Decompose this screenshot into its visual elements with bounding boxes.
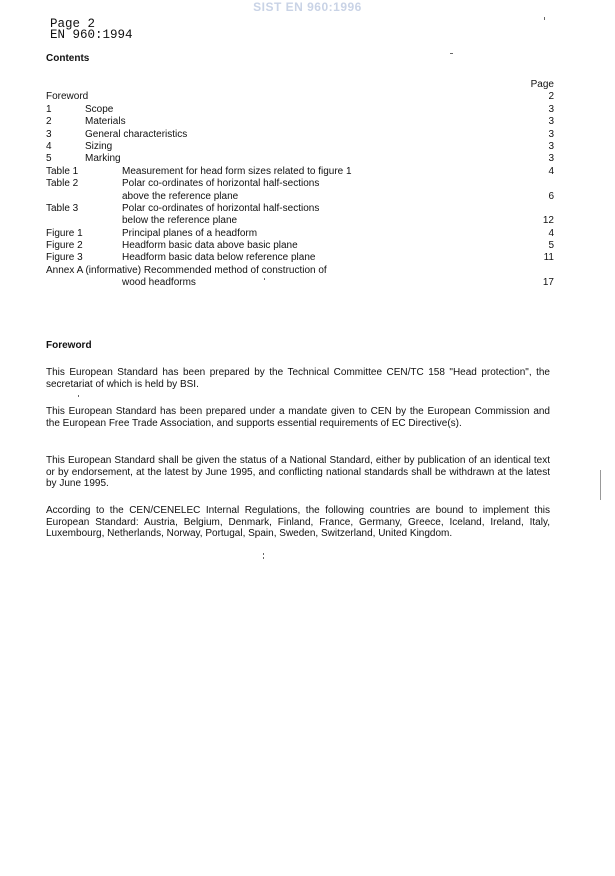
toc-label: 2 [46, 116, 52, 128]
toc-label: Figure 1 [46, 227, 83, 239]
toc-entry [46, 141, 554, 153]
toc-title: below the reference plane [122, 215, 238, 227]
scan-speck [544, 17, 545, 20]
toc-page-heading-row [46, 79, 554, 91]
toc-title: Measurement for head form sizes related to figure 1 [122, 165, 352, 177]
scan-speck [450, 53, 453, 54]
toc-page: 3 [548, 128, 554, 140]
toc-label: Table 2 [46, 178, 79, 190]
toc-title: Scope [85, 103, 114, 115]
toc-page: 3 [548, 103, 554, 115]
toc-entry [46, 215, 554, 227]
page-header [50, 19, 133, 41]
foreword-paragraph: According to the CEN/CENELEC Internal Regulations, the following countries are bound to implement this European Standard: Austria, Belgium, Denmark, Finland, France, Germany, Greece, Iceland, Ireland, Italy, Luxembourg, Netherlands, Norway, Portugal, Spain, Sweden, Switzerland, United Kingdom. [46, 505, 550, 539]
toc-label: 3 [46, 128, 52, 140]
toc-page: 17 [542, 277, 554, 289]
toc-label: Foreword [46, 91, 89, 103]
toc-page: 3 [548, 153, 554, 165]
toc-entry [46, 166, 554, 178]
toc-page: 11 [543, 252, 554, 264]
toc-title: above the reference plane [122, 190, 239, 202]
foreword-paragraph: This European Standard shall be given the status of a National Standard, either by publication of an identical text or by endorsement, at the latest by June 1995, and conflicting national standards shall be withdrawn at the latest by June 1995. [46, 455, 550, 489]
toc-entry [46, 153, 554, 165]
toc-entry [46, 191, 554, 203]
toc-entry [46, 91, 554, 103]
toc-entry [46, 203, 554, 215]
toc-label: 4 [46, 140, 52, 152]
toc-title: Polar co-ordinates of horizontal half-sections [122, 178, 320, 190]
toc-entry [46, 104, 554, 116]
toc-title: Sizing [85, 140, 113, 152]
toc-label: Annex A (informative) Recommended method of construction of [46, 264, 327, 276]
toc-page: 4 [548, 227, 554, 239]
toc-entry [46, 240, 554, 252]
toc-title: Polar co-ordinates of horizontal half-sections [122, 202, 320, 214]
toc-label: 5 [46, 153, 52, 165]
foreword-title: Foreword [46, 340, 92, 351]
page-number-line: Page 2 [50, 17, 96, 31]
toc-page-heading: Page [530, 79, 554, 90]
scan-speck [600, 470, 601, 500]
scan-speck [264, 278, 265, 280]
toc-page: 2 [548, 91, 554, 103]
toc-label: Table 3 [46, 202, 79, 214]
foreword-paragraph: This European Standard has been prepared under a mandate given to CEN by the European Commission and the European Free Trade Association, and supports essential requirements of EC Directive(s). [46, 406, 550, 429]
toc-entry [46, 277, 554, 289]
toc-entry [46, 265, 554, 277]
toc-title: General characteristics [85, 128, 188, 140]
scan-speck [263, 557, 264, 559]
toc-page: 5 [548, 240, 554, 252]
toc-entry [46, 129, 554, 141]
toc-entry [46, 116, 554, 128]
standard-number-line: EN 960:1994 [50, 28, 133, 42]
toc-title: Marking [85, 153, 121, 165]
toc-page: 6 [548, 190, 554, 202]
toc-label: Figure 3 [46, 252, 83, 264]
toc-title: wood headforms [122, 277, 196, 289]
table-of-contents [46, 79, 554, 290]
toc-page: 3 [548, 116, 554, 128]
toc-title: Principal planes of a headform [122, 227, 258, 239]
foreword-paragraph: This European Standard has been prepared by the Technical Committee CEN/TC 158 "Head protection", the secretariat of which is held by BSI. [46, 367, 550, 390]
toc-page: 4 [548, 165, 554, 177]
toc-title: Headform basic data below reference plane [122, 252, 316, 264]
scan-speck [78, 395, 79, 397]
scan-speck [263, 553, 264, 555]
toc-label: Figure 2 [46, 240, 83, 252]
toc-entry [46, 178, 554, 190]
toc-label: Table 1 [46, 165, 79, 177]
toc-label: 1 [46, 103, 52, 115]
toc-entry [46, 228, 554, 240]
contents-title: Contents [46, 53, 90, 64]
watermark: SIST EN 960:1996 [253, 0, 362, 14]
toc-page: 3 [548, 140, 554, 152]
toc-title: Materials [85, 116, 126, 128]
toc-page: 12 [542, 215, 554, 227]
toc-entry [46, 252, 554, 264]
toc-title: Headform basic data above basic plane [122, 240, 298, 252]
